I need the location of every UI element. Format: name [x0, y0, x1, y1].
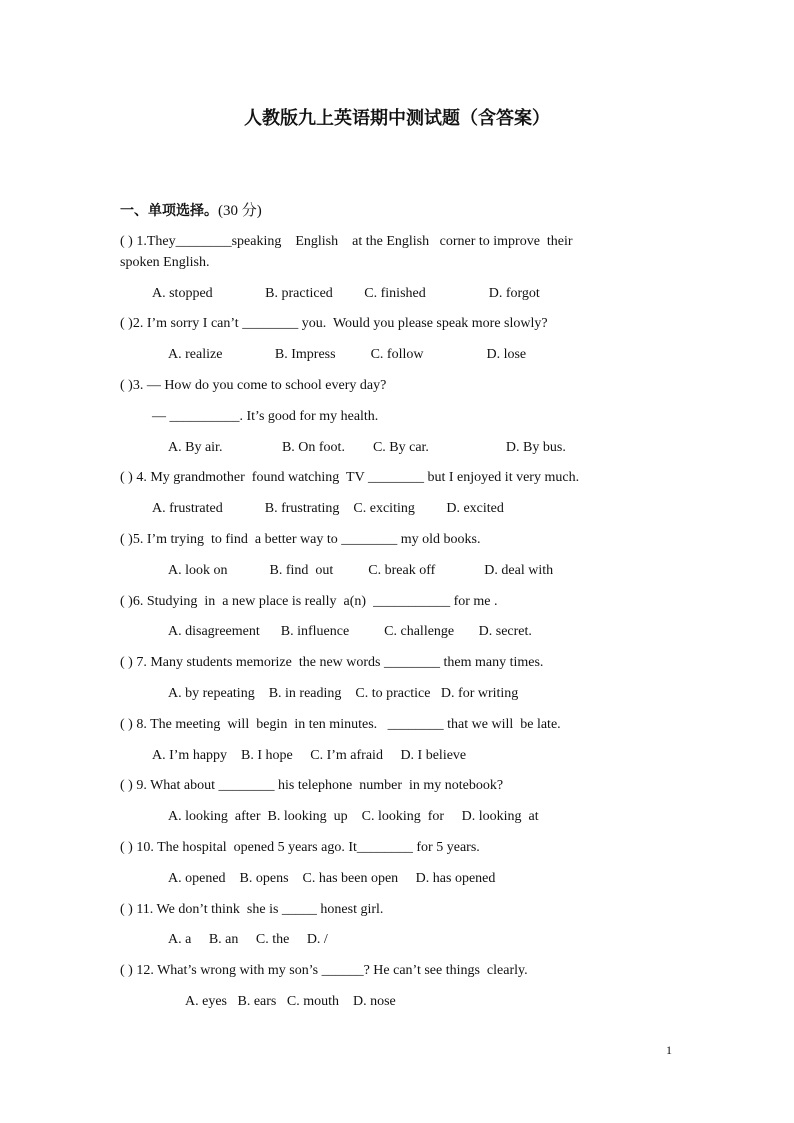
- question-1-line-1: ( ) 1.They________speaking English at the English corner to improve their: [120, 234, 573, 249]
- question-9: ( ) 9. What about ________ his telephone number in my notebook?: [120, 778, 504, 793]
- section-title: 一、单项选择。: [120, 203, 218, 219]
- question-2-options: A. realize B. Impress C. follow D. lose: [168, 347, 527, 362]
- question-6-options: A. disagreement B. influence C. challenge D. secret.: [168, 624, 532, 639]
- question-1-line-2: spoken English.: [120, 255, 210, 270]
- question-12-options: A. eyes B. ears C. mouth D. nose: [185, 994, 396, 1009]
- question-8-options: A. I’m happy B. I hope C. I’m afraid D. I believe: [152, 748, 467, 763]
- question-7: ( ) 7. Many students memorize the new words ________ them many times.: [120, 655, 544, 670]
- question-2: ( )2. I’m sorry I can’t ________ you. Would you please speak more slowly?: [120, 316, 548, 331]
- section-points: (30 分): [218, 203, 262, 219]
- page-number: 1: [666, 1043, 672, 1057]
- question-3-line-2: — __________. It’s good for my health.: [152, 409, 379, 424]
- question-4-options: A. frustrated B. frustrating C. exciting D. excited: [152, 501, 504, 516]
- question-3-line-1: ( )3. — How do you come to school every day?: [120, 378, 387, 393]
- question-5-options: A. look on B. find out C. break off D. deal with: [168, 563, 554, 578]
- question-10: ( ) 10. The hospital opened 5 years ago. It________ for 5 years.: [120, 840, 480, 855]
- question-1-options: A. stopped B. practiced C. finished D. forgot: [152, 286, 540, 301]
- question-10-options: A. opened B. opens C. has been open D. has opened: [168, 871, 496, 886]
- section-heading: [120, 199, 262, 220]
- page-title: 人教版九上英语期中测试题（含答案）: [244, 108, 550, 129]
- question-6: ( )6. Studying in a new place is really a(n) ___________ for me .: [120, 594, 498, 609]
- question-11: ( ) 11. We don’t think she is _____ honest girl.: [120, 902, 384, 917]
- question-9-options: A. looking after B. looking up C. looking for D. looking at: [168, 809, 539, 824]
- question-5: ( )5. I’m trying to find a better way to ________ my old books.: [120, 532, 481, 547]
- question-8: ( ) 8. The meeting will begin in ten minutes. ________ that we will be late.: [120, 717, 561, 732]
- question-12: ( ) 12. What’s wrong with my son’s ______? He can’t see things clearly.: [120, 963, 528, 978]
- question-4: ( ) 4. My grandmother found watching TV ________ but I enjoyed it very much.: [120, 470, 580, 485]
- question-7-options: A. by repeating B. in reading C. to practice D. for writing: [168, 686, 519, 701]
- question-11-options: A. a B. an C. the D. /: [168, 932, 328, 947]
- question-3-options: A. By air. B. On foot. C. By car. D. By bus.: [168, 440, 566, 455]
